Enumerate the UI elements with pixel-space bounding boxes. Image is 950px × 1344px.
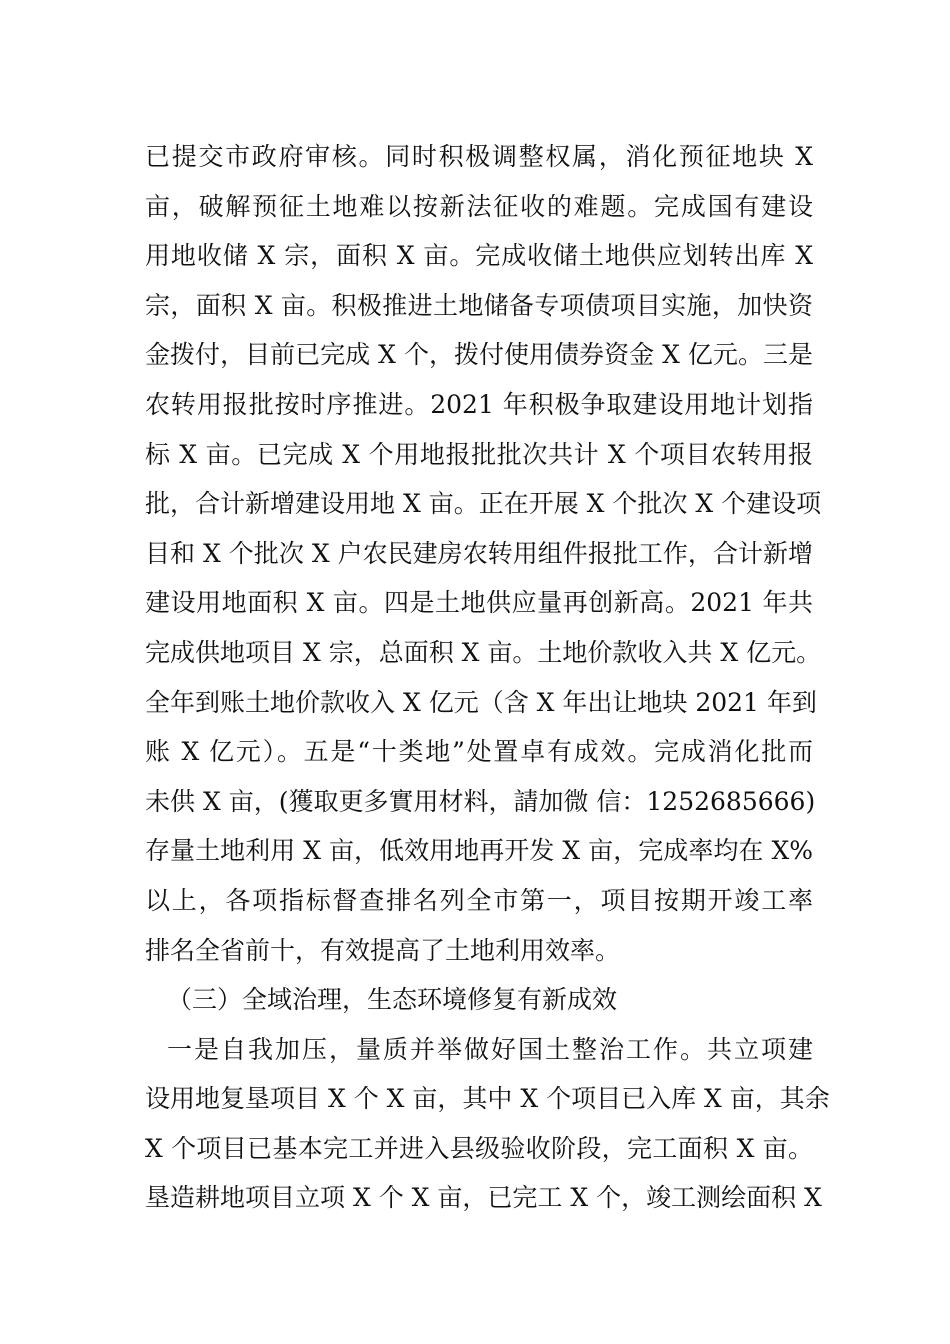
- paragraph-line: 账 X 亿元）。五是“十类地”处置卓有成效。完成消化批而: [145, 737, 813, 767]
- paragraph-line: 用地收储 X 宗，面积 X 亩。完成收储土地供应划转出库 X: [145, 241, 813, 271]
- paragraph-first-line: 一是自我加压，量质并举做好国土整治工作。共立项建: [167, 1034, 813, 1064]
- paragraph-line: 存量土地利用 X 亩，低效用地再开发 X 亩，完成率均在 X%: [145, 836, 813, 866]
- paragraph-line: 金拨付，目前已完成 X 个，拨付使用债券资金 X 亿元。三是: [145, 340, 813, 370]
- paragraph-line: 以上，各项指标督查排名列全市第一，项目按期开竣工率: [145, 885, 813, 915]
- paragraph-last-line: 排名全省前十，有效提高了土地利用效率。: [145, 935, 621, 965]
- paragraph-line: 目和 X 个批次 X 户农民建房农转用组件报批工作，合计新增: [145, 538, 813, 568]
- paragraph-line: 全年到账土地价款收入 X 亿元（含 X 年出让地块 2021 年到: [145, 687, 817, 717]
- paragraph-line: 未供 X 亩，(獲取更多實用材料，請加微 信：1252685666): [145, 786, 816, 816]
- paragraph-line: 批，合计新增建设用地 X 亩。正在开展 X 个批次 X 个建设项: [145, 489, 822, 519]
- section-heading: （三）全域治理，生态环境修复有新成效: [167, 985, 618, 1015]
- paragraph-line: 设用地复垦项目 X 个 X 亩，其中 X 个项目已入库 X 亩，其余: [145, 1084, 830, 1114]
- paragraph-line: 已提交市政府审核。同时积极调整权属，消化预征地块 X: [145, 142, 813, 171]
- document-body: [145, 132, 830, 1223]
- paragraph-line: 宗，面积 X 亩。积极推进土地储备专项债项目实施，加快资: [145, 290, 813, 320]
- paragraph-line: 垦造耕地项目立项 X 个 X 亩，已完工 X 个，竣工测绘面积 X: [145, 1183, 822, 1213]
- paragraph-line: 完成供地项目 X 宗，总面积 X 亩。土地价款收入共 X 亿元。: [145, 637, 822, 667]
- paragraph-line: 建设用地面积 X 亩。四是土地供应量再创新高。2021 年共: [145, 588, 813, 618]
- paragraph-line: 亩，破解预征土地难以按新法征收的难题。完成国有建设: [145, 191, 813, 221]
- paragraph-line: 标 X 亩。已完成 X 个用地报批批次共计 X 个项目农转用报: [145, 439, 813, 469]
- paragraph-line: X 个项目已基本完工并进入县级验收阶段，完工面积 X 亩。: [145, 1133, 813, 1163]
- paragraph-line: 农转用报批按时序推进。2021 年积极争取建设用地计划指: [145, 389, 813, 419]
